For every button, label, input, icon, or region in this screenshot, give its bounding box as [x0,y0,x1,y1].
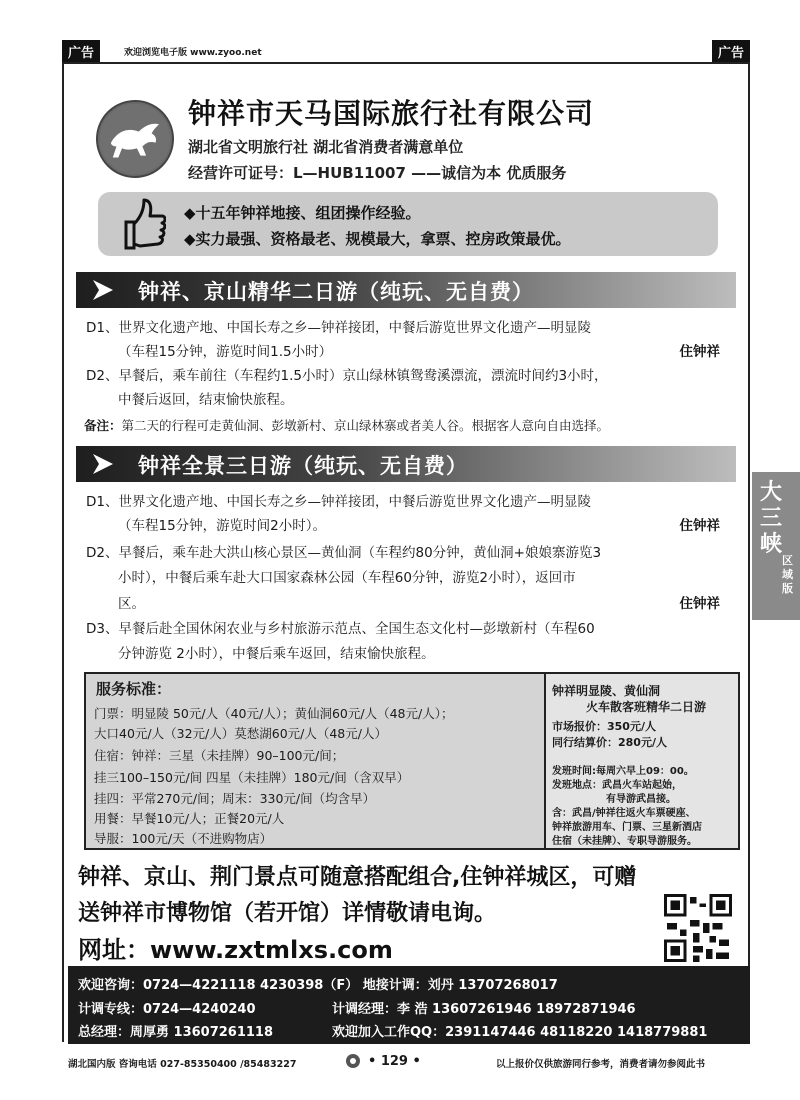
website-link[interactable]: 网址：www.zxtmlxs.com [78,936,393,964]
advantage-item: ◆十五年钟祥地接、组团操作经验。 [184,204,421,222]
tour2-line: （车程15分钟，游览时间2小时）。 [118,518,327,534]
tour1-note [84,416,609,434]
page-number: • 129 • [368,1054,421,1069]
depart-place-note: 有导游武昌接。 [606,794,676,805]
ad-tag-right: 广告 [712,40,750,63]
company-subtitle: 湖北省文明旅行社 湖北省消费者满意单位 [188,138,464,156]
side-tab-title: 大三峡 [760,480,783,557]
includes-line: 住宿（未挂牌）、专职导游服务。 [552,836,697,847]
promo-line: 钟祥、京山、荆门景点可随意搭配组合,住钟祥城区，可赠 [78,865,637,890]
service-line: 导服：100元/天（不进购物店） [94,831,273,846]
note-label: 备注： [84,418,122,433]
arrow-right-icon [90,277,116,303]
train-tour-subtitle: 火车散客班精华二日游 [586,700,707,714]
promo-line: 送钟祥市博物馆（若开馆）详情敬请电询。 [78,901,497,926]
company-name: 钟祥市天马国际旅行社有限公司 [188,97,595,130]
note-text: 第二天的行程可走黄仙洞、彭墩新村、京山绿林寨或者美人谷。根据客人意向自由选择。 [121,418,610,433]
contact-line: 欢迎咨询：0724—4221118 4230398（F） 地接计调：刘丹 13707268017 [78,978,558,993]
train-tour-title: 钟祥明显陵、黄仙洞 [552,684,661,698]
horse-logo-icon [96,100,174,178]
tour1-header [76,272,736,308]
service-line: 住宿：钟祥：三星（未挂牌）90–100元/间； [94,748,345,763]
depart-place: 发班地点：武昌火车站起始， [552,780,682,791]
market-price: 市场报价：350元/人 [552,720,656,733]
top-bar [62,40,750,62]
qr-code-icon[interactable] [664,894,732,962]
contact-line: 欢迎加入工作QQ：2391147446 48118220 1418779881 [332,1025,708,1040]
region-side-tab [752,472,800,620]
includes-line: 含：武昌/钟祥往返火车票硬座、 [552,808,696,819]
tour1-line: （车程15分钟，游览时间1.5小时） [118,344,333,360]
contact-bar [68,966,750,1044]
tour1-stay: 住钟祥 [679,344,720,360]
tour1-title: 钟祥、京山精华二日游（纯玩、无自费） [138,280,534,304]
tour1-line: 中餐后返回，结束愉快旅程。 [118,392,294,408]
welcome-note: 欢迎浏览电子版 www.zyoo.net [124,48,262,58]
footer-right: 以上报价仅供旅游同行参考，消费者请勿参阅此书 [496,1059,706,1070]
tour2-title: 钟祥全景三日游（纯玩、无自费） [138,454,468,478]
service-line: 门票：明显陵 50元/人（40元/人）；黄仙洞60元/人（48元/人）； [94,706,454,721]
frame-right-line [748,62,750,1042]
service-standards [86,674,544,848]
includes-line: 钟祥旅游用车、门票、三星新酒店 [552,822,702,833]
side-tab-subtitle: 区域版 [782,554,793,595]
tour1-line: D1、世界文化遗产地、中国长寿之乡—钟祥接团，中餐后游览世界文化遗产—明显陵 [86,320,591,336]
service-line: 用餐：早餐10元/人；正餐20元/人 [94,811,285,826]
tour2-line: 区。 [118,596,145,612]
advantages-box [98,192,718,256]
frame-left-line [62,62,64,1042]
tour2-stay: 住钟祥 [679,596,720,612]
tour2-line: 小时），中餐后乘车赴大口国家森林公园（车程60分钟，游览2小时），返回市 [118,570,576,586]
tour2-line: D1、世界文化遗产地、中国长寿之乡—钟祥接团，中餐后游览世界文化遗产—明显陵 [86,494,591,510]
advantage-item: ◆实力最强、资格最老、规模最大，拿票、控房政策最优。 [184,230,571,248]
tour2-line: D2、早餐后，乘车赴大洪山核心景区—黄仙洞（车程约80分钟，黄仙洞+娘娘寨游览3 [86,545,602,561]
frame-top-line [62,62,750,64]
tour2-stay: 住钟祥 [679,518,720,534]
service-line: 挂四：平常270元/间；周末：330元/间（均含早） [94,791,376,806]
thumbs-up-icon [120,196,166,252]
depart-time: 发班时间:每周六早上09：00。 [552,766,694,777]
gear-icon [344,1052,362,1070]
tour2-header [76,446,736,482]
peer-price: 同行结算价：280元/人 [552,736,667,749]
service-box [84,672,740,850]
company-license: 经营许可证号：L—HUB11007 ——诚信为本 优质服务 [188,164,567,182]
contact-line: 计调专线：0724—4240240 [78,1002,256,1017]
service-line: 大口40元/人（32元/人）莫愁湖60元/人（48元/人） [94,726,387,741]
tour2-line: 分钟游览 2小时），中餐后乘车返回，结束愉快旅程。 [118,646,435,662]
service-title: 服务标准： [96,680,172,698]
train-tour-panel [544,674,738,848]
arrow-right-icon [90,451,116,477]
contact-line: 总经理：周厚勇 13607261118 [78,1025,274,1040]
footer-left: 湖北国内版 咨询电话 027-85350400 /85483227 [68,1059,297,1070]
service-line: 挂三100–150元/间 四星（未挂牌）180元/间（含双早） [94,770,410,785]
contact-line: 计调经理：李 浩 13607261946 18972871946 [332,1002,636,1017]
tour2-line: D3、早餐后赴全国休闲农业与乡村旅游示范点、全国生态文化村—彭墩新村（车程60 [86,621,595,637]
tour1-line: D2、早餐后，乘车前往（车程约1.5小时）京山绿林镇鸳鸯溪漂流，漂流时间约3小时， [86,368,608,384]
ad-tag-left: 广告 [62,40,100,63]
